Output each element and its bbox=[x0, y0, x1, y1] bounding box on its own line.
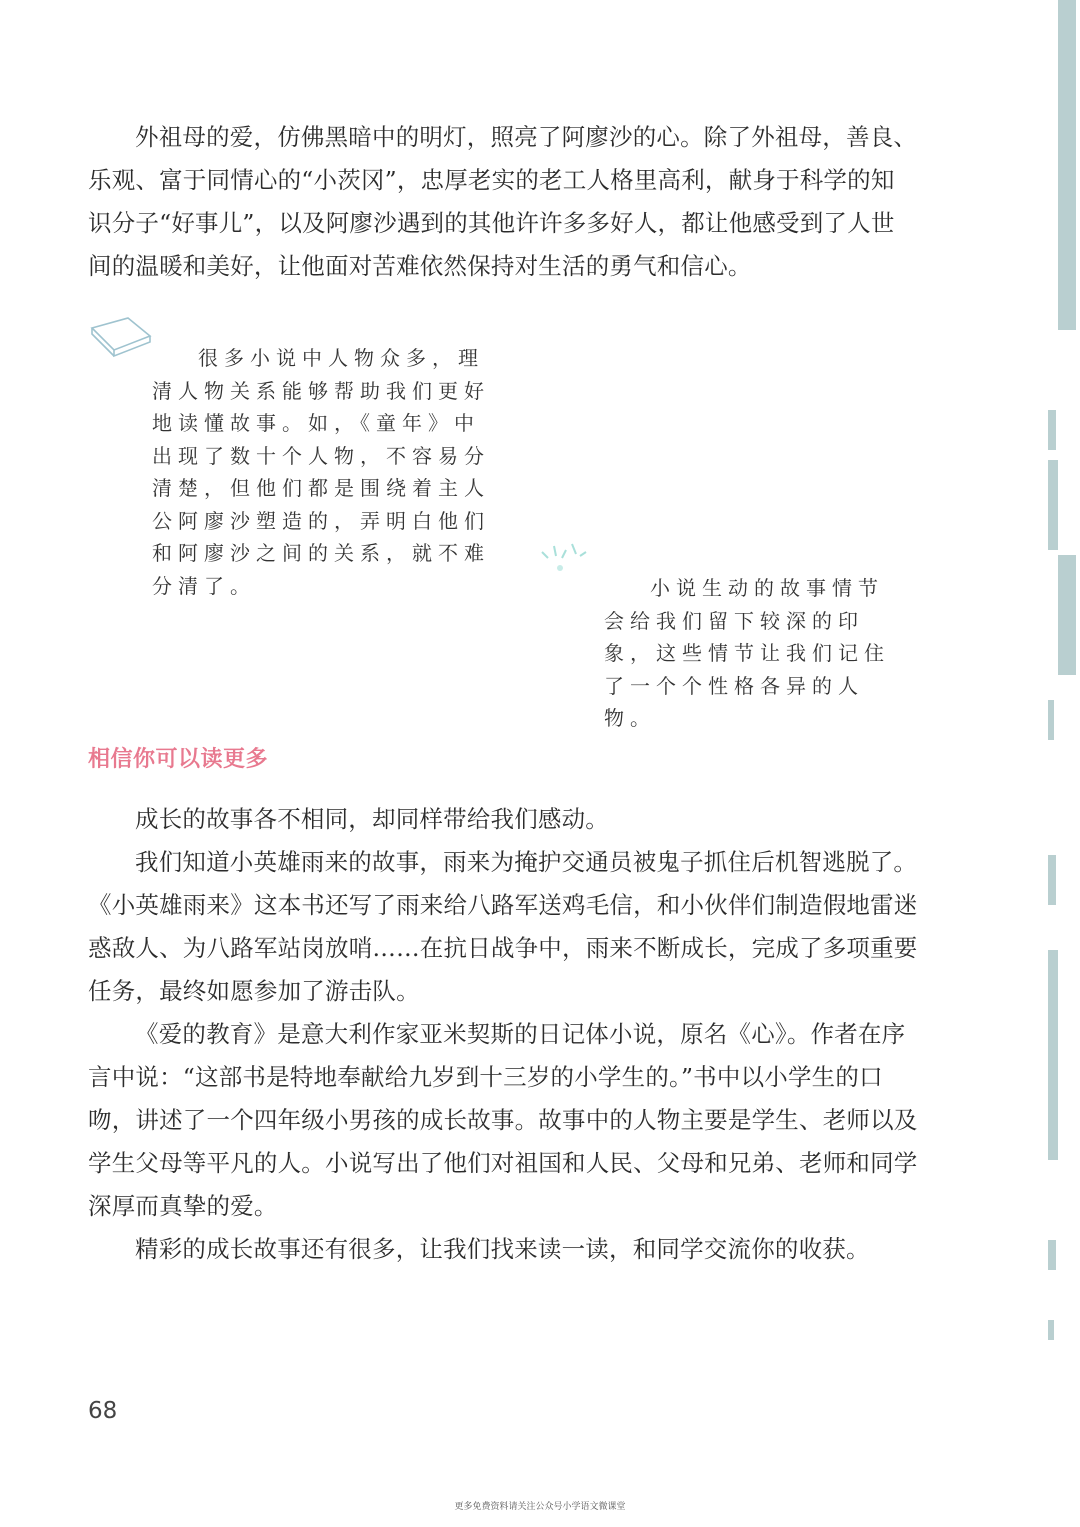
reading-tip-note-left: 很多小说中人物众多，理清人物关系能够帮助我们更好地读懂故事。如，《童年》中出现了数十个人物，不容易分清楚，但他们都是围绕着主人公阿廖沙塑造的，弄明白他们和阿廖沙之间的关系，就不难分清了。 bbox=[152, 346, 490, 598]
book-doodle-icon bbox=[88, 314, 158, 362]
page-edge-decoration bbox=[1046, 0, 1080, 1527]
sparkle-doodle-icon bbox=[532, 536, 592, 580]
reading-tip-note-right: 小说生动的故事情节会给我们留下较深的印象，这些情节让我们记住了一个个性格各异的人物。 bbox=[604, 576, 890, 730]
section-paragraph: 精彩的成长故事还有很多，让我们找来读一读，和同学交流你的收获。 bbox=[135, 1235, 870, 1263]
footer-watermark: 更多免费资料请关注公众号小学语文微课堂 bbox=[454, 1502, 626, 1512]
section-paragraph: 《爱的教育》是意大利作家亚米契斯的日记体小说，原名《心》。作者在序言中说：“这部书是特地奉献给九岁到十三岁的小学生的。”书中以小学生的口吻，讲述了一个四年级小男孩的成长故事。故事中的人物主要是学生、老师以及学生父母等平凡的人。小说写出了他们对祖国和人民、父母和兄弟、老师和同学深厚而真挚的爱。 bbox=[88, 1020, 918, 1220]
section-paragraph: 成长的故事各不相同，却同样带给我们感动。 bbox=[135, 805, 609, 833]
page-number: 68 bbox=[88, 1398, 118, 1424]
section-title: 相信你可以读更多 bbox=[88, 747, 269, 772]
section-paragraph: 我们知道小英雄雨来的故事，雨来为掩护交通员被鬼子抓住后机智逃脱了。《小英雄雨来》这本书还写了雨来给八路军送鸡毛信，和小伙伴们制造假地雷迷惑敌人、为八路军站岗放哨……在抗日战争中，雨来不断成长，完成了多项重要任务，最终如愿参加了游击队。 bbox=[88, 848, 918, 1005]
body-paragraph-intro: 外祖母的爱，仿佛黑暗中的明灯，照亮了阿廖沙的心。除了外祖母，善良、乐观、富于同情心的“小茨冈”，忠厚老实的老工人格里高利，献身于科学的知识分子“好事儿”，以及阿廖沙遇到的其他许许多多好人，都让他感受到了人世间的温暖和美好，让他面对苦难依然保持对生活的勇气和信心。 bbox=[88, 123, 918, 280]
